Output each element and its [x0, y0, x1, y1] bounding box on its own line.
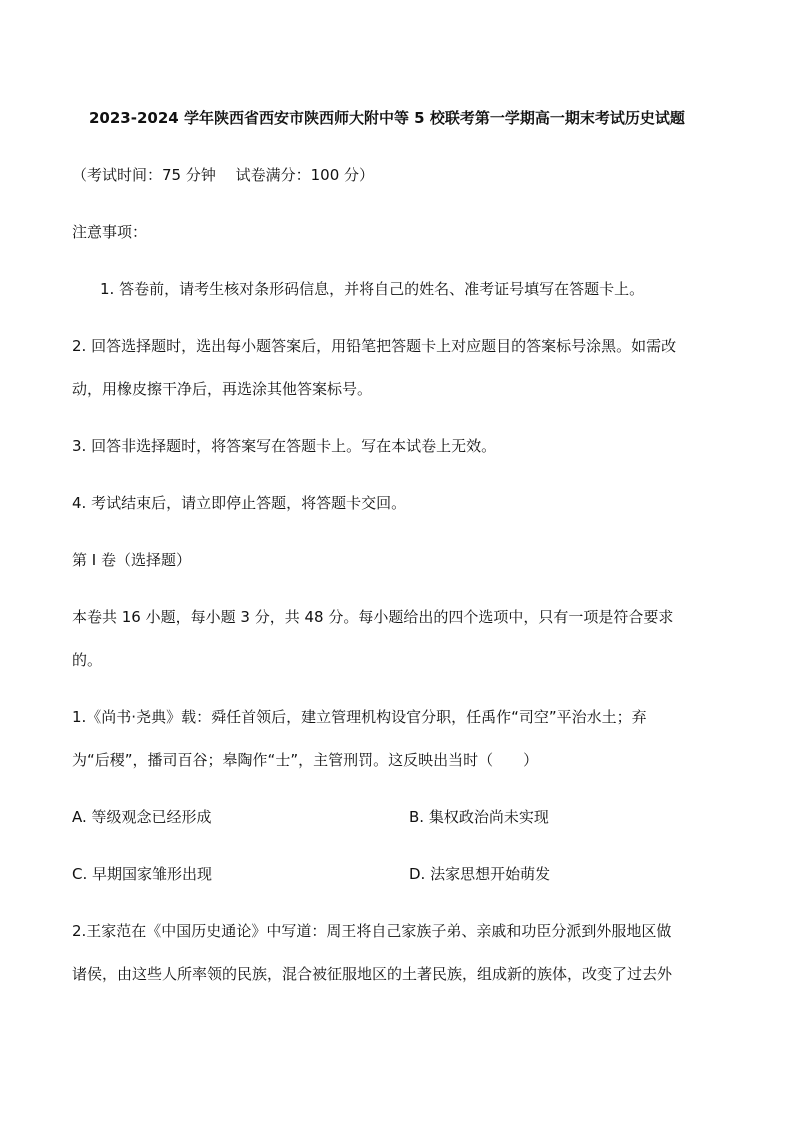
question-2-stem-continuation: 诸侯，由这些人所率领的民族，混合被征服地区的土著民族，组成新的族体，改变了过去外: [72, 965, 673, 983]
question-1-stem-continuation: 为“后稷”，播司百谷；皋陶作“士”，主管刑罚。这反映出当时（ ）: [72, 751, 539, 769]
option-b: B. 集权政治尚未实现: [409, 808, 549, 826]
section-description: 本卷共 16 小题，每小题 3 分，共 48 分。每小题给出的四个选项中，只有一项是符合要求: [72, 608, 674, 626]
notice-item: 3. 回答非选择题时，将答案写在答题卡上。写在本试卷上无效。: [72, 437, 497, 455]
notice-item: 4. 考试结束后，请立即停止答题，将答题卡交回。: [72, 494, 407, 512]
exam-info: （考试时间：75 分钟 试卷满分：100 分）: [72, 166, 375, 184]
option-c: C. 早期国家雏形出现: [72, 865, 213, 883]
notice-heading: 注意事项：: [72, 223, 148, 241]
option-d: D. 法家思想开始萌发: [409, 865, 551, 883]
notice-item: 2. 回答选择题时，选出每小题答案后，用铅笔把答题卡上对应题目的答案标号涂黑。如需改: [72, 337, 677, 355]
question-2-stem: 2.王家范在《中国历史通论》中写道：周王将自己家族子弟、亲戚和功臣分派到外服地区做: [72, 922, 672, 940]
notice-item-continuation: 动，用橡皮擦干净后，再选涂其他答案标号。: [72, 380, 373, 398]
exam-title: 2023-2024 学年陕西省西安市陕西师大附中等 5 校联考第一学期高一期末考试历史试题: [89, 109, 685, 127]
option-a: A. 等级观念已经形成: [72, 808, 212, 826]
section-description-continuation: 的。: [72, 651, 103, 669]
notice-item: 1. 答卷前，请考生核对条形码信息，并将自己的姓名、准考证号填写在答题卡上。: [100, 280, 645, 298]
question-1-stem: 1.《尚书·尧典》载：舜任首领后，建立管理机构设官分职，任禹作“司空”平治水土；弃: [72, 708, 647, 726]
section-title: 第 I 卷（选择题）: [72, 551, 191, 569]
